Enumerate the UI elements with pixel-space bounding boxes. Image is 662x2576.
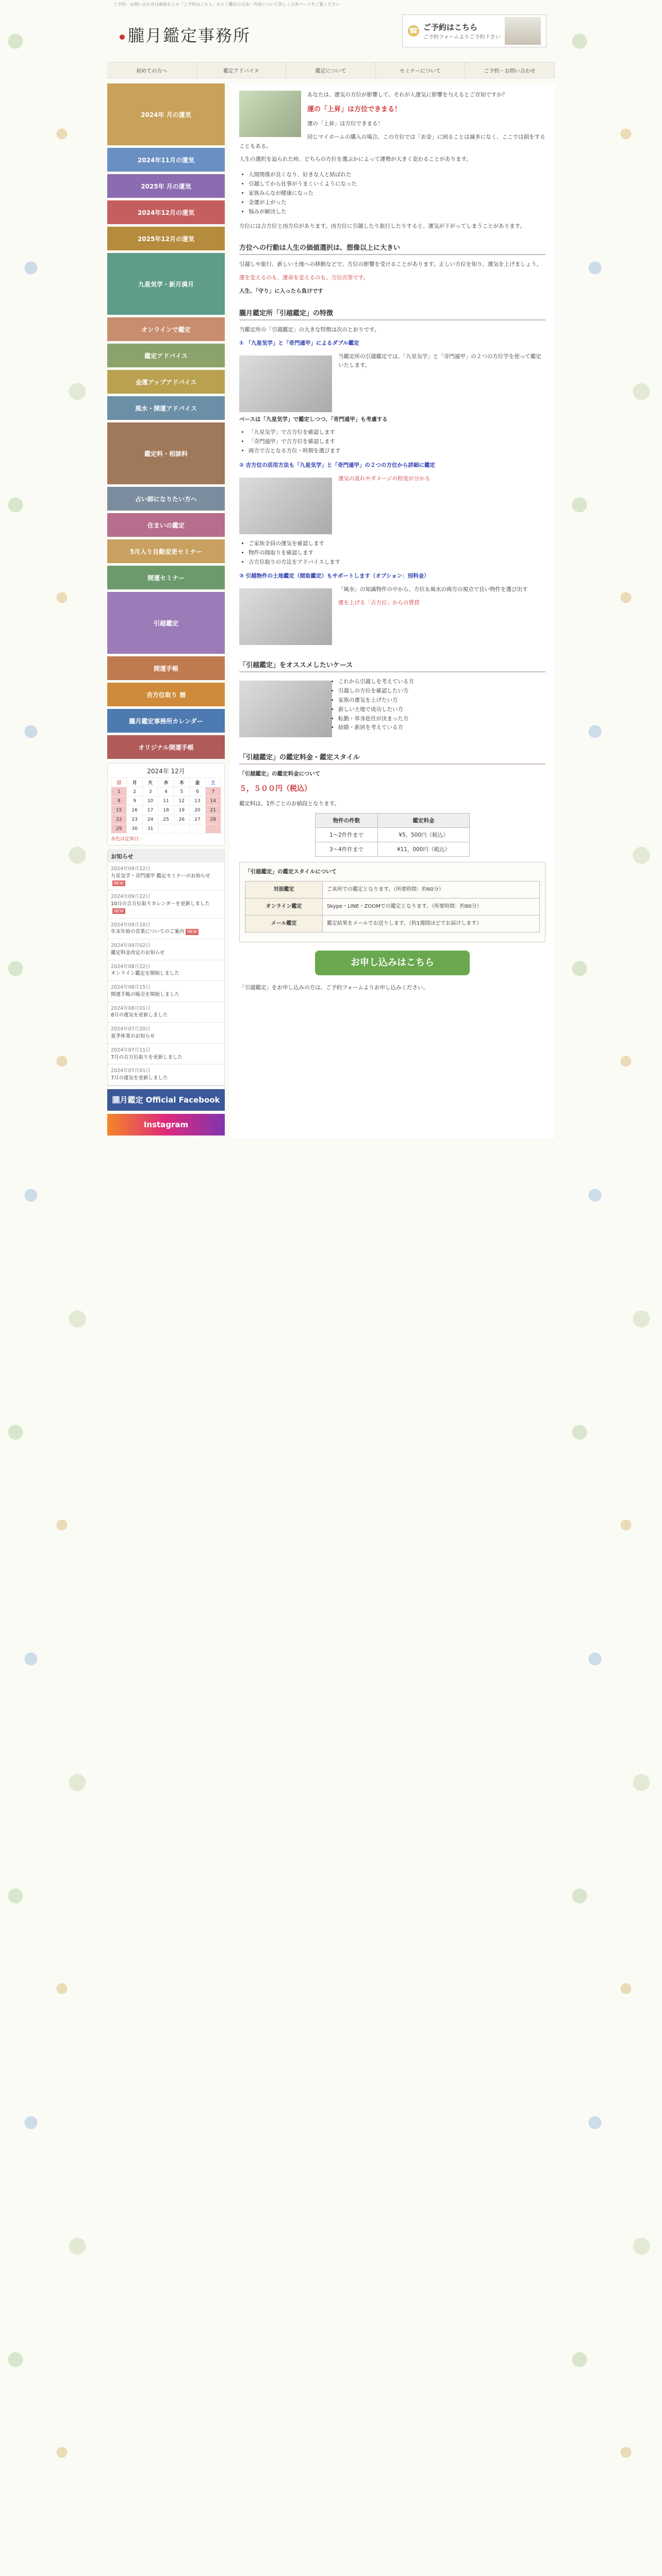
sidebar-banner[interactable]: 鑑定アドバイス	[107, 344, 225, 367]
list-item: • ご家族全員の運気を確認します	[249, 539, 545, 549]
s1-text-1: 同じマイホームの購入の場合、この方位では「お金」に困ることは滅多になく、ここでは損をすることもある。	[239, 133, 545, 149]
sidebar-banner[interactable]: 鑑定料・相談料	[107, 422, 225, 484]
sidebar-banner[interactable]: 吉方位取り 暦	[107, 683, 225, 706]
news-text: 7月の吉方位取りを更新しました	[111, 1054, 183, 1060]
site-header	[107, 8, 555, 62]
style-name: メール鑑定	[245, 915, 323, 932]
news-tag: NEW	[112, 908, 125, 914]
news-tag: NEW	[112, 880, 125, 887]
news-item[interactable]	[108, 890, 224, 918]
nav-seminar[interactable]: セミナーについて	[376, 62, 466, 78]
calendar-title: 2024年 12月	[147, 768, 185, 775]
news-text: 8月の運気を更新しました	[111, 1012, 168, 1019]
apply-button[interactable]: お申し込みはこちら	[315, 951, 470, 975]
sidebar-banner[interactable]: 2024年 月の運気	[107, 83, 225, 145]
news-item[interactable]	[108, 1023, 224, 1044]
calendar-day: 8	[111, 796, 127, 806]
style-table	[245, 881, 540, 933]
s2-text-2: 運を変えるのも、運命を変えるのも、方位次第です。	[239, 275, 369, 281]
lead-photo	[239, 91, 301, 137]
news-date: 2024年08月01日	[111, 1005, 151, 1011]
s3-checks-list	[249, 539, 545, 567]
list-item: • 両方で吉となる方位・時期を選びます	[249, 447, 545, 456]
sidebar-banner[interactable]: 占い師になりたい方へ	[107, 487, 225, 511]
calendar-week	[111, 806, 221, 815]
news-item[interactable]	[108, 981, 224, 1002]
calendar-weekday: 木	[174, 778, 189, 787]
list-item: • 「奇門遁甲」で吉方位を確認します	[249, 437, 545, 447]
reservation-title: ご予約はこちら	[423, 23, 478, 32]
sidebar-banner[interactable]: オリジナル開運手帳	[107, 735, 225, 759]
phone-icon: ☎	[408, 25, 419, 37]
sidebar-banner[interactable]: 開運セミナー	[107, 566, 225, 589]
left-floral-background	[0, 0, 98, 2576]
calendar-day: 23	[127, 815, 142, 824]
s1-intro: あなたは、運気の方位が影響して、それが人運気に影響を与えるとご存知ですか？	[307, 92, 508, 98]
s3-photo-2	[239, 478, 332, 534]
calendar-weekday: 金	[190, 778, 205, 787]
nav-advice[interactable]: 鑑定アドバイス	[197, 62, 287, 78]
calendar-day: 19	[174, 806, 189, 815]
fee-header-count: 物件の件数	[316, 813, 378, 827]
calendar-day: 28	[205, 815, 221, 824]
s1-text-3: 方位には吉方位と凶方位があります。凶方位に引越したり旅行したりすると、運気が下がってしまうことがあります。	[239, 223, 525, 229]
calendar-day: 17	[142, 806, 158, 815]
list-item: • 引越してから仕事がうまくいくようになった	[249, 180, 545, 189]
news-date: 2024年07月20日	[111, 1026, 151, 1032]
list-item: • 家族みんなが健康になった	[249, 189, 545, 198]
news-heading: お知らせ	[108, 850, 224, 862]
calendar-day: 14	[205, 796, 221, 806]
s4-heading: 「引越鑑定」をオススメしたいケース	[239, 657, 545, 672]
s6-style-title: 「引越鑑定」の鑑定スタイルについて	[245, 868, 337, 875]
calendar-day: 31	[142, 824, 158, 834]
sidebar-banner[interactable]: 金運アップアドバイス	[107, 370, 225, 394]
news-item[interactable]	[108, 939, 224, 960]
facebook-banner[interactable]	[107, 1089, 225, 1111]
sidebar-banner[interactable]: 風水・開運アドバイス	[107, 396, 225, 420]
calendar-day: 21	[205, 806, 221, 815]
style-row	[245, 881, 540, 898]
business-calendar	[107, 763, 225, 845]
calendar-day: 18	[158, 806, 174, 815]
news-item[interactable]	[108, 1044, 224, 1065]
footer	[107, 1139, 555, 1159]
news-item[interactable]	[108, 960, 224, 981]
s3-floorplan	[239, 588, 332, 645]
s3-subheading-1: ① 「九星気学」と「奇門遁甲」によるダブル鑑定	[239, 340, 359, 346]
fee-cell: 3〜4件件まで	[316, 842, 378, 856]
moon-icon	[120, 35, 125, 40]
calendar-day: 20	[190, 806, 205, 815]
calendar-day: 26	[174, 815, 189, 824]
calendar-day: 5	[174, 787, 189, 796]
s4-photo	[239, 681, 332, 737]
facebook-label: 朧月鑑定 Official Facebook	[112, 1095, 220, 1105]
sidebar-banner[interactable]: 住まいの鑑定	[107, 513, 225, 537]
s3-steps-list	[249, 428, 545, 456]
list-item: • 引越しの方位を確認したい方	[249, 687, 545, 696]
news-item[interactable]	[108, 862, 224, 890]
sidebar-banner[interactable]: 引越鑑定	[107, 592, 225, 654]
news-item[interactable]	[108, 1064, 224, 1086]
style-name: 対面鑑定	[245, 881, 323, 898]
calendar-day: 6	[190, 787, 205, 796]
sidebar-banner[interactable]: 開運手帳	[107, 656, 225, 680]
reservation-subtitle: ご予約フォームよりご予約下さい	[423, 35, 501, 40]
news-date: 2024年09月22日	[111, 894, 151, 900]
sidebar-banner[interactable]: 2024年12月の運気	[107, 200, 225, 224]
style-detail: Skype・LINE・ZOOMでの鑑定となります。（所要時間：約60分）	[323, 898, 540, 915]
site-logo[interactable]	[120, 23, 251, 46]
sidebar-banner[interactable]: 朧月鑑定事務所カレンダー	[107, 709, 225, 733]
news-item[interactable]	[108, 1002, 224, 1023]
style-box	[239, 862, 545, 942]
calendar-week	[111, 815, 221, 824]
s3-photo-1	[239, 355, 332, 412]
s5-fee-note: 鑑定料は、1件ごとのお値段となります。	[239, 800, 340, 807]
nav-contact[interactable]: ご予約・お問い合わせ	[465, 62, 555, 78]
calendar-closed-note: 赤色は定休日	[111, 837, 139, 842]
instagram-banner[interactable]	[107, 1114, 225, 1136]
news-item[interactable]	[108, 919, 224, 940]
sidebar-banner[interactable]: 2024年11月の運気	[107, 148, 225, 172]
news-date: 2024年07月11日	[111, 1047, 151, 1053]
sidebar-banner[interactable]: オンラインで鑑定	[107, 317, 225, 341]
calendar-day: 29	[111, 824, 127, 834]
s1-benefit-list	[249, 171, 545, 216]
list-item: • 結婚・新居を考えている方	[249, 723, 545, 733]
s3-subheading-2: ② 吉方位の活用方法も「九星気学」と「奇門遁甲」の２つの方位から詳細に鑑定	[239, 462, 436, 468]
s1-text-2: 人生の選択を迫られた時、どちらの方位を選ぶかによって運勢が大きく変わることがあります。	[239, 156, 472, 163]
news-text: 10月の吉方位取りカレンダーを更新しました	[111, 901, 210, 907]
news-date: 2024年09月10日	[111, 922, 151, 928]
news-text: 7月の運気を更新しました	[111, 1075, 168, 1081]
calendar-day: 25	[158, 815, 174, 824]
calendar-grid	[111, 777, 221, 834]
top-note: ご予約・お問い合わせは画面右上の「ご予約はこちら」から / 鑑定の方法・内容について詳しくは各ページをご覧ください	[113, 2, 340, 7]
calendar-day: 24	[142, 815, 158, 824]
s5-fee-title: 「引越鑑定」の鑑定料金について	[239, 771, 321, 777]
news-text: 鑑定料金改定のお知らせ	[111, 950, 165, 956]
news-date: 2024年07月01日	[111, 1068, 151, 1074]
sidebar-banners	[107, 83, 225, 759]
s3-text-5: 運を上げる「吉方位」からの賃貸	[338, 600, 420, 606]
calendar-day	[174, 824, 189, 834]
fee-table	[315, 813, 470, 857]
calendar-day	[205, 824, 221, 834]
list-item: • 物件の間取りを確認します	[249, 549, 545, 558]
nav-about-reading[interactable]: 鑑定について	[286, 62, 376, 78]
calendar-week	[111, 824, 221, 834]
s3-text-2: ベースは「九星気学」で鑑定しつつ、「奇門遁甲」も考慮する	[239, 416, 388, 422]
calendar-day: 7	[205, 787, 221, 796]
fee-row	[316, 842, 470, 856]
calendar-day: 15	[111, 806, 127, 815]
list-item: • 悩みが解決した	[249, 208, 545, 217]
main-content	[230, 83, 555, 1139]
calendar-day: 13	[190, 796, 205, 806]
list-item: • これから引越しを考えている方	[249, 677, 545, 687]
instagram-label: Instagram	[143, 1120, 189, 1129]
list-item: • 新しい土地で成功したい方	[249, 705, 545, 715]
content-columns	[107, 83, 555, 1139]
style-row	[245, 915, 540, 932]
calendar-day: 11	[158, 796, 174, 806]
reservation-banner[interactable]	[402, 14, 547, 47]
calendar-day: 1	[111, 787, 127, 796]
news-text: 年末年始の営業についてのご案内	[111, 929, 185, 935]
fee-header-price: 鑑定料金	[377, 813, 469, 827]
fee-row	[316, 827, 470, 842]
news-tag: NEW	[186, 929, 198, 935]
calendar-day: 16	[127, 806, 142, 815]
site-title: 朧月鑑定事務所	[128, 26, 251, 45]
style-row	[245, 898, 540, 915]
s3-text-4: 「風水」の知識物件の中から、方位＆風水の両方の視点で良い物件を選び出す	[338, 586, 528, 593]
calendar-day: 9	[127, 796, 142, 806]
news-date: 2024年08月22日	[111, 963, 151, 970]
list-item: • 「九星気学」で吉方位を確認します	[249, 428, 545, 437]
consultant-photo	[505, 17, 541, 45]
fee-cell: 1〜2件件まで	[316, 827, 378, 842]
calendar-weekday: 月	[127, 778, 142, 787]
calendar-day: 27	[190, 815, 205, 824]
nav-first-visit[interactable]: 初めての方へ	[107, 62, 197, 78]
s3-text-3: 運気の流れやダメージの程度が分かる	[338, 475, 431, 482]
calendar-day: 10	[142, 796, 158, 806]
s2-text-3: 人生、「守り」に入ったら負けです	[239, 288, 323, 295]
list-item: • 金運が上がった	[249, 198, 545, 208]
s5-heading: 「引越鑑定」の鑑定料金・鑑定スタイル	[239, 750, 545, 765]
global-nav	[107, 62, 555, 78]
calendar-day: 22	[111, 815, 127, 824]
s1-sub: 運の「上昇」は方位できまる！	[307, 120, 383, 127]
s5-price: ５，５００円（税込）	[239, 785, 311, 793]
list-item: • 吉方位取りの方法をアドバイスします	[249, 558, 545, 567]
sidebar-banner[interactable]: 九星気学・新月満月	[107, 253, 225, 315]
s3-text-1: 当鑑定所の引越鑑定では、「九星気学」と「奇門遁甲」の２つの方位学を使って鑑定いたします。	[338, 353, 541, 369]
list-item: • 転勤・単身赴任が決まった方	[249, 715, 545, 724]
calendar-day	[190, 824, 205, 834]
list-item: • 家族の運気を上げたい方	[249, 696, 545, 705]
style-detail: ご来所での鑑定となります。（所要時間：約60分）	[323, 881, 540, 898]
style-name: オンライン鑑定	[245, 898, 323, 915]
s3-intro: 当鑑定所の「引越鑑定」の大きな特徴は次のとおりです。	[239, 326, 380, 333]
calendar-day: 12	[174, 796, 189, 806]
calendar-day: 2	[127, 787, 142, 796]
calendar-week	[111, 787, 221, 796]
s3-subheading-3: ③ 引越物件の土地鑑定（間取鑑定）もサポートします（オプション：別料金）	[239, 573, 429, 580]
news-text: オンライン鑑定を開始しました	[111, 971, 179, 977]
news-date: 2024年09月02日	[111, 943, 151, 949]
sidebar-banner[interactable]: 2025年 月の運気	[107, 174, 225, 198]
s2-heading: 方位への行動は人生の価値選択は、想像以上に大きい	[239, 240, 545, 255]
calendar-weekday: 土	[205, 778, 221, 787]
calendar-weekday: 日	[111, 778, 127, 787]
calendar-day: 4	[158, 787, 174, 796]
s2-text-1: 引越しや旅行、新しい土地への移動などで、方位の影響を受けることがあります。正しい方位を知り、運気を上げましょう。	[239, 261, 542, 268]
right-floral-background	[564, 0, 662, 2576]
s1-headline: 運の「上昇」は方位できまる！	[307, 105, 402, 113]
sidebar	[107, 83, 225, 1139]
sidebar-banner[interactable]: 2025年12月の運気	[107, 227, 225, 250]
calendar-weekday: 水	[158, 778, 174, 787]
calendar-day: 3	[142, 787, 158, 796]
fee-cell: ¥11，000円（税込）	[377, 842, 469, 856]
news-text: 九星気学・奇門遁甲 鑑定セミナーのお知らせ	[111, 873, 210, 879]
page-wrapper	[107, 8, 555, 1159]
s3-heading: 朧月鑑定所「引越鑑定」の特徴	[239, 306, 545, 320]
calendar-week	[111, 796, 221, 806]
style-detail: 鑑定結果をメールでお送りします。（約1週間ほどでお届けします）	[323, 915, 540, 932]
news-text: 夏季休業のお知らせ	[111, 1033, 155, 1040]
news-date: 2024年08月15日	[111, 985, 151, 991]
news-panel	[107, 850, 225, 1086]
news-text: 開運手帳の販売を開始しました	[111, 991, 180, 997]
closing-text: 「引越鑑定」をお申し込みの方は、ご予約フォームよりお申し込みください。	[239, 984, 428, 991]
sidebar-banner[interactable]: 5月入り自動変更セミナー	[107, 539, 225, 563]
news-list	[108, 862, 224, 1086]
calendar-weekday: 火	[142, 778, 158, 787]
fee-cell: ¥5，500円（税込）	[377, 827, 469, 842]
list-item: • 人間関係が良くなり、好きな人と結ばれた	[249, 171, 545, 180]
calendar-day	[158, 824, 174, 834]
calendar-day: 30	[127, 824, 142, 834]
news-date: 2024年09月22日	[111, 866, 151, 872]
